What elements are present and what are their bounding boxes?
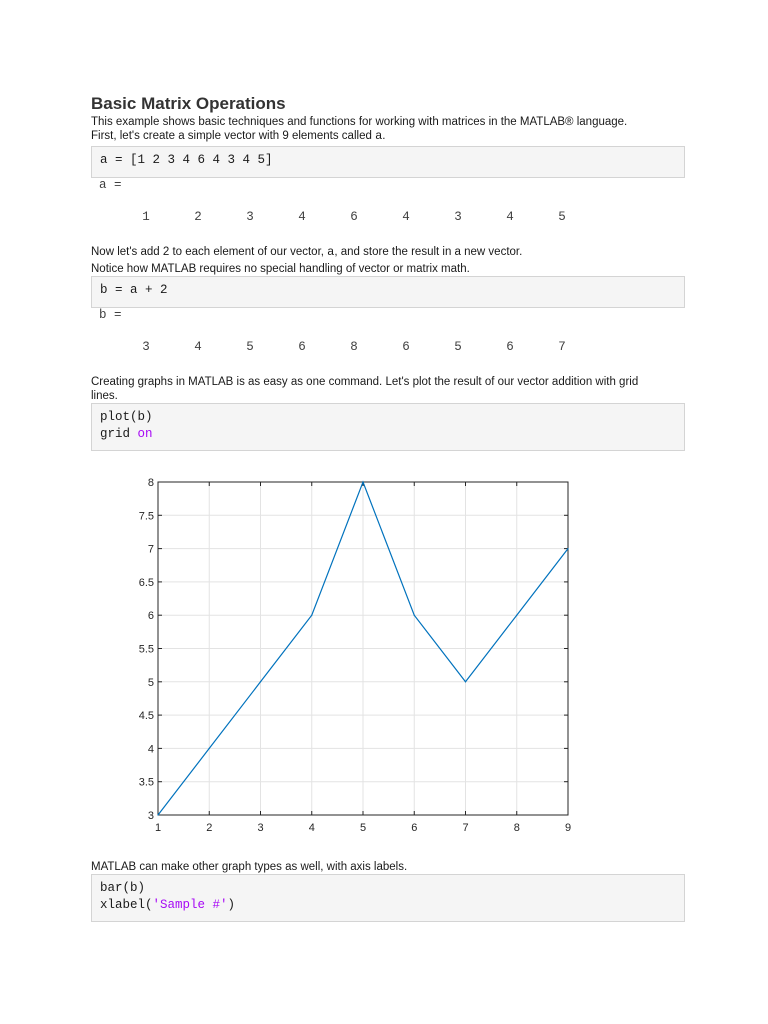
code-3-line-1: plot(b)	[100, 410, 153, 424]
x-tick-label: 6	[411, 822, 418, 834]
plot-area	[158, 482, 568, 815]
x-tick-label: 5	[359, 822, 367, 834]
data-point	[311, 615, 312, 616]
output-a	[91, 178, 685, 228]
intro-line-1: This example shows basic techniques and functions for working with matrices in the MATLAB® language.	[91, 116, 628, 128]
output-b	[91, 308, 685, 358]
output-b-value: 6	[298, 340, 306, 354]
code-4-end: )	[227, 898, 236, 912]
code-block-3[interactable]	[91, 403, 685, 451]
intro-line-2-text: First, let's create a simple vector with 9 elements called	[91, 130, 376, 142]
output-b-values	[91, 340, 685, 356]
data-point	[209, 748, 210, 749]
axes-box	[158, 482, 568, 815]
output-a-label: a =	[99, 178, 122, 192]
para-2-end: , and store the result in a new vector.	[334, 246, 523, 258]
x-tick-label: 8	[513, 822, 520, 834]
y-tick-label: 3	[147, 810, 154, 822]
output-b-value: 5	[246, 340, 254, 354]
y-tick-label: 5	[147, 676, 154, 689]
data-point	[362, 481, 363, 482]
para-4: MATLAB can make other graph types as well, with axis labels.	[91, 861, 408, 873]
x-tick-label: 7	[462, 822, 469, 834]
output-b-label: b =	[99, 308, 122, 322]
output-b-value: 7	[558, 340, 566, 354]
data-point	[260, 681, 261, 682]
output-a-value: 5	[558, 210, 566, 224]
y-tick-label: 5.5	[138, 643, 154, 656]
series-line	[158, 482, 568, 815]
code-3-keyword: on	[137, 427, 153, 441]
output-b-value: 6	[506, 340, 514, 354]
para-3-line-1: Creating graphs in MATLAB is as easy as one command. Let's plot the result of our vector addition with grid	[91, 376, 639, 388]
output-a-value: 4	[298, 210, 306, 224]
code-3-cmd: grid	[100, 427, 138, 441]
code-4-line-2	[100, 897, 676, 914]
code-2-text: b = a + 2	[100, 283, 168, 297]
x-tick-label: 3	[257, 822, 264, 834]
code-1-text: a = [1 2 3 4 6 4 3 4 5]	[100, 153, 273, 167]
output-b-value: 4	[194, 340, 202, 354]
y-tick-label: 6	[147, 610, 154, 623]
code-block-4[interactable]	[91, 874, 685, 922]
output-a-value: 6	[350, 210, 358, 224]
output-a-value: 4	[402, 210, 410, 224]
output-b-value: 5	[454, 340, 462, 354]
y-tick-label: 7.5	[138, 510, 154, 523]
data-point	[465, 681, 466, 682]
code-4-string: 'Sample #'	[152, 898, 228, 912]
data-point	[567, 548, 568, 549]
output-b-value: 8	[350, 340, 358, 354]
code-block-1[interactable]	[91, 146, 685, 178]
y-tick-label: 7	[147, 543, 154, 556]
output-a-value: 4	[506, 210, 514, 224]
intro-line-2-end: .	[382, 130, 386, 142]
data-point	[157, 814, 158, 815]
output-a-value: 3	[246, 210, 254, 224]
y-tick-label: 4	[147, 743, 154, 756]
code-4-cmd: xlabel(	[100, 898, 153, 912]
output-a-value: 2	[194, 210, 202, 224]
para-2-line-2: Notice how MATLAB requires no special handling of vector or matrix math.	[91, 263, 470, 275]
output-a-value: 3	[454, 210, 462, 224]
output-a-values	[91, 210, 685, 226]
x-tick-label: 1	[154, 822, 162, 834]
para-2-var-a: a	[327, 245, 335, 259]
y-tick-label: 8	[147, 477, 154, 489]
intro-var-a: a	[375, 129, 383, 143]
output-a-value: 1	[142, 210, 150, 224]
para-2-text: Now let's add 2 to each element of our vector,	[91, 246, 328, 258]
intro-line-2	[91, 129, 385, 143]
output-b-value: 3	[142, 340, 150, 354]
data-point	[414, 615, 415, 616]
y-tick-label: 6.5	[138, 576, 154, 589]
data-point	[516, 615, 517, 616]
code-4-line-1: bar(b)	[100, 881, 146, 895]
y-tick-label: 3.5	[138, 776, 154, 789]
code-block-2[interactable]	[91, 276, 685, 308]
x-tick-label: 9	[564, 822, 572, 834]
x-tick-label: 4	[308, 822, 315, 834]
para-2-line-1	[91, 245, 522, 259]
para-3-line-2: lines.	[91, 390, 118, 402]
page-title: Basic Matrix Operations	[91, 94, 286, 113]
output-b-value: 6	[402, 340, 410, 354]
x-tick-label: 2	[206, 822, 213, 834]
code-3-line-2	[100, 426, 676, 443]
y-tick-label: 4.5	[138, 710, 154, 723]
